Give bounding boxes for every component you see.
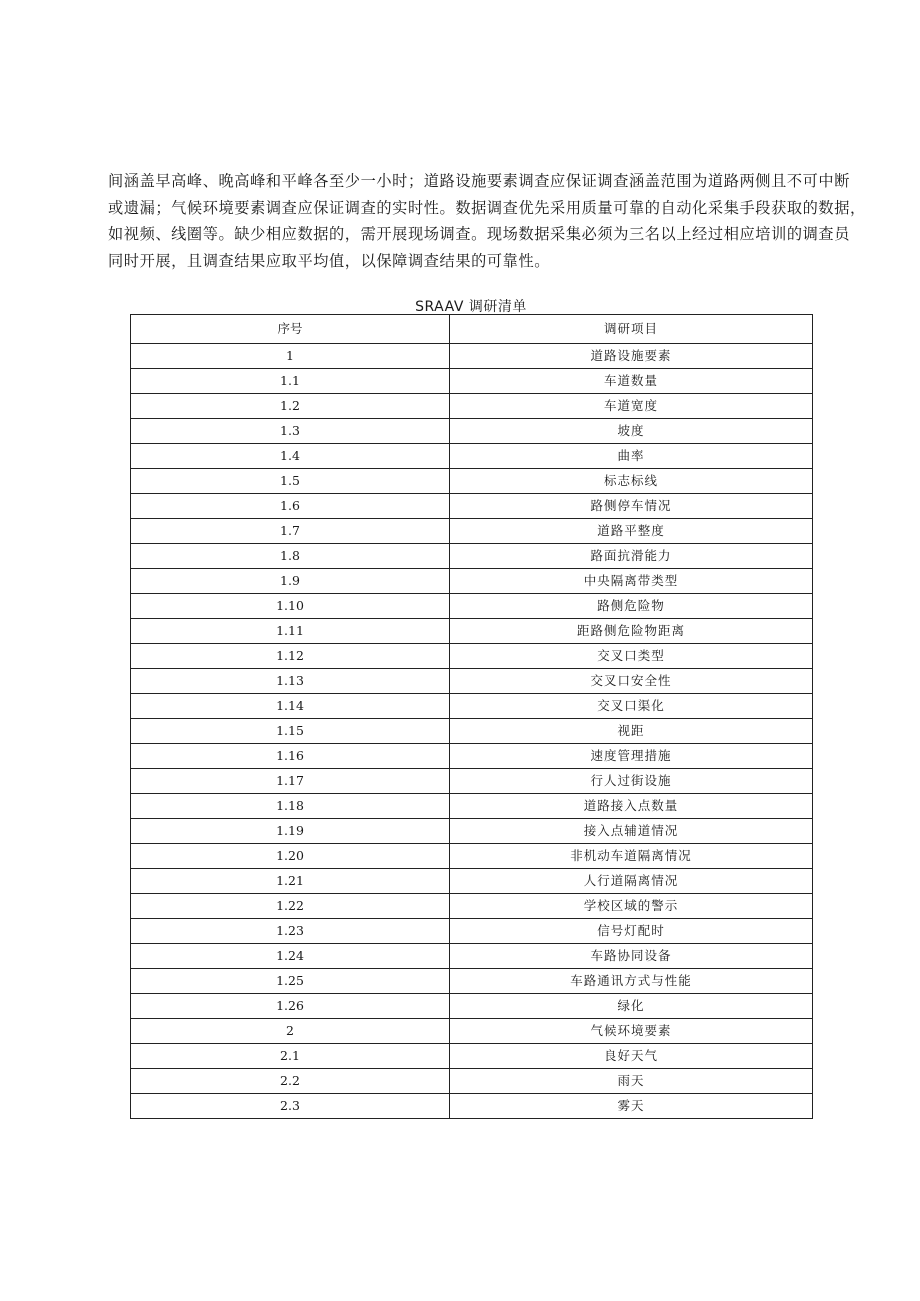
row-item: 学校区域的警示 — [450, 894, 813, 919]
intro-line: 或遗漏；气候环境要素调查应保证调查的实时性。数据调查优先采用质量可靠的自动化采集手段获取的数据， — [108, 198, 866, 217]
row-item: 距路侧危险物距离 — [450, 619, 813, 644]
table-row — [131, 994, 813, 1019]
row-item: 车道宽度 — [450, 394, 813, 419]
table-row — [131, 494, 813, 519]
table-row — [131, 619, 813, 644]
row-number: 1.11 — [131, 619, 450, 644]
table-caption: SRAAV 调研清单 — [415, 299, 527, 315]
row-number: 1.9 — [131, 569, 450, 594]
table-row — [131, 669, 813, 694]
row-item: 非机动车道隔离情况 — [450, 844, 813, 869]
table-row — [131, 394, 813, 419]
table-body — [131, 344, 813, 1119]
row-number: 1.20 — [131, 844, 450, 869]
table-row — [131, 919, 813, 944]
row-item: 道路接入点数量 — [450, 794, 813, 819]
table-row — [131, 469, 813, 494]
row-number: 1.10 — [131, 594, 450, 619]
intro-line: 间涵盖早高峰、晚高峰和平峰各至少一小时；道路设施要素调查应保证调查涵盖范围为道路两侧且不可中断 — [108, 172, 851, 190]
row-number: 2 — [131, 1019, 450, 1044]
row-number: 1.21 — [131, 869, 450, 894]
row-item: 速度管理措施 — [450, 744, 813, 769]
row-number: 1.25 — [131, 969, 450, 994]
row-item: 气候环境要素 — [450, 1019, 813, 1044]
intro-line: 如视频、线圈等。缺少相应数据的，需开展现场调查。现场数据采集必须为三名以上经过相应培训的调查员 — [108, 225, 851, 243]
table-row — [131, 344, 813, 369]
row-item: 标志标线 — [450, 469, 813, 494]
row-item: 路侧危险物 — [450, 594, 813, 619]
row-number: 2.1 — [131, 1044, 450, 1069]
row-item: 中央隔离带类型 — [450, 569, 813, 594]
table-row — [131, 419, 813, 444]
table-row — [131, 1094, 813, 1119]
table-row — [131, 969, 813, 994]
table-row — [131, 594, 813, 619]
table-row — [131, 644, 813, 669]
row-item: 路面抗滑能力 — [450, 544, 813, 569]
row-number: 1.7 — [131, 519, 450, 544]
table-row — [131, 869, 813, 894]
row-number: 1.8 — [131, 544, 450, 569]
row-item: 车路通讯方式与性能 — [450, 969, 813, 994]
row-number: 1.12 — [131, 644, 450, 669]
table-row — [131, 944, 813, 969]
table-row — [131, 694, 813, 719]
row-item: 交叉口渠化 — [450, 694, 813, 719]
row-number: 1.3 — [131, 419, 450, 444]
table-row — [131, 1044, 813, 1069]
row-item: 道路设施要素 — [450, 344, 813, 369]
row-number: 1.6 — [131, 494, 450, 519]
table-row — [131, 544, 813, 569]
table-row — [131, 519, 813, 544]
row-item: 雾天 — [450, 1094, 813, 1119]
row-item: 曲率 — [450, 444, 813, 469]
row-number: 1.19 — [131, 819, 450, 844]
row-item: 交叉口类型 — [450, 644, 813, 669]
row-item: 人行道隔离情况 — [450, 869, 813, 894]
row-item: 行人过街设施 — [450, 769, 813, 794]
row-number: 1.14 — [131, 694, 450, 719]
row-item: 路侧停车情况 — [450, 494, 813, 519]
table-row — [131, 1019, 813, 1044]
row-item: 绿化 — [450, 994, 813, 1019]
row-number: 2.3 — [131, 1094, 450, 1119]
row-item: 视距 — [450, 719, 813, 744]
table-row — [131, 794, 813, 819]
table-row — [131, 819, 813, 844]
table-header-row — [131, 315, 813, 344]
row-item: 良好天气 — [450, 1044, 813, 1069]
row-item: 道路平整度 — [450, 519, 813, 544]
row-number: 1.18 — [131, 794, 450, 819]
row-number: 1.24 — [131, 944, 450, 969]
survey-table — [130, 314, 813, 1119]
row-number: 1.26 — [131, 994, 450, 1019]
row-number: 1.23 — [131, 919, 450, 944]
table-row — [131, 719, 813, 744]
row-item: 交叉口安全性 — [450, 669, 813, 694]
table-row — [131, 744, 813, 769]
row-item: 坡度 — [450, 419, 813, 444]
table-row — [131, 444, 813, 469]
table-row — [131, 844, 813, 869]
row-number: 1.22 — [131, 894, 450, 919]
row-item: 车道数量 — [450, 369, 813, 394]
table-row — [131, 769, 813, 794]
table-row — [131, 569, 813, 594]
row-number: 1.13 — [131, 669, 450, 694]
table-row — [131, 1069, 813, 1094]
row-item: 信号灯配时 — [450, 919, 813, 944]
row-number: 1.17 — [131, 769, 450, 794]
header-number: 序号 — [131, 315, 450, 344]
row-item: 车路协同设备 — [450, 944, 813, 969]
row-number: 1.2 — [131, 394, 450, 419]
row-number: 1.15 — [131, 719, 450, 744]
row-number: 1 — [131, 344, 450, 369]
row-number: 1.16 — [131, 744, 450, 769]
row-item: 接入点辅道情况 — [450, 819, 813, 844]
row-number: 1.5 — [131, 469, 450, 494]
row-number: 1.4 — [131, 444, 450, 469]
row-number: 1.1 — [131, 369, 450, 394]
row-number: 2.2 — [131, 1069, 450, 1094]
table-row — [131, 369, 813, 394]
row-item: 雨天 — [450, 1069, 813, 1094]
table-row — [131, 894, 813, 919]
header-item: 调研项目 — [450, 315, 813, 344]
intro-paragraph — [108, 168, 866, 274]
intro-line: 同时开展，且调查结果应取平均值，以保障调查结果的可靠性。 — [108, 251, 551, 270]
